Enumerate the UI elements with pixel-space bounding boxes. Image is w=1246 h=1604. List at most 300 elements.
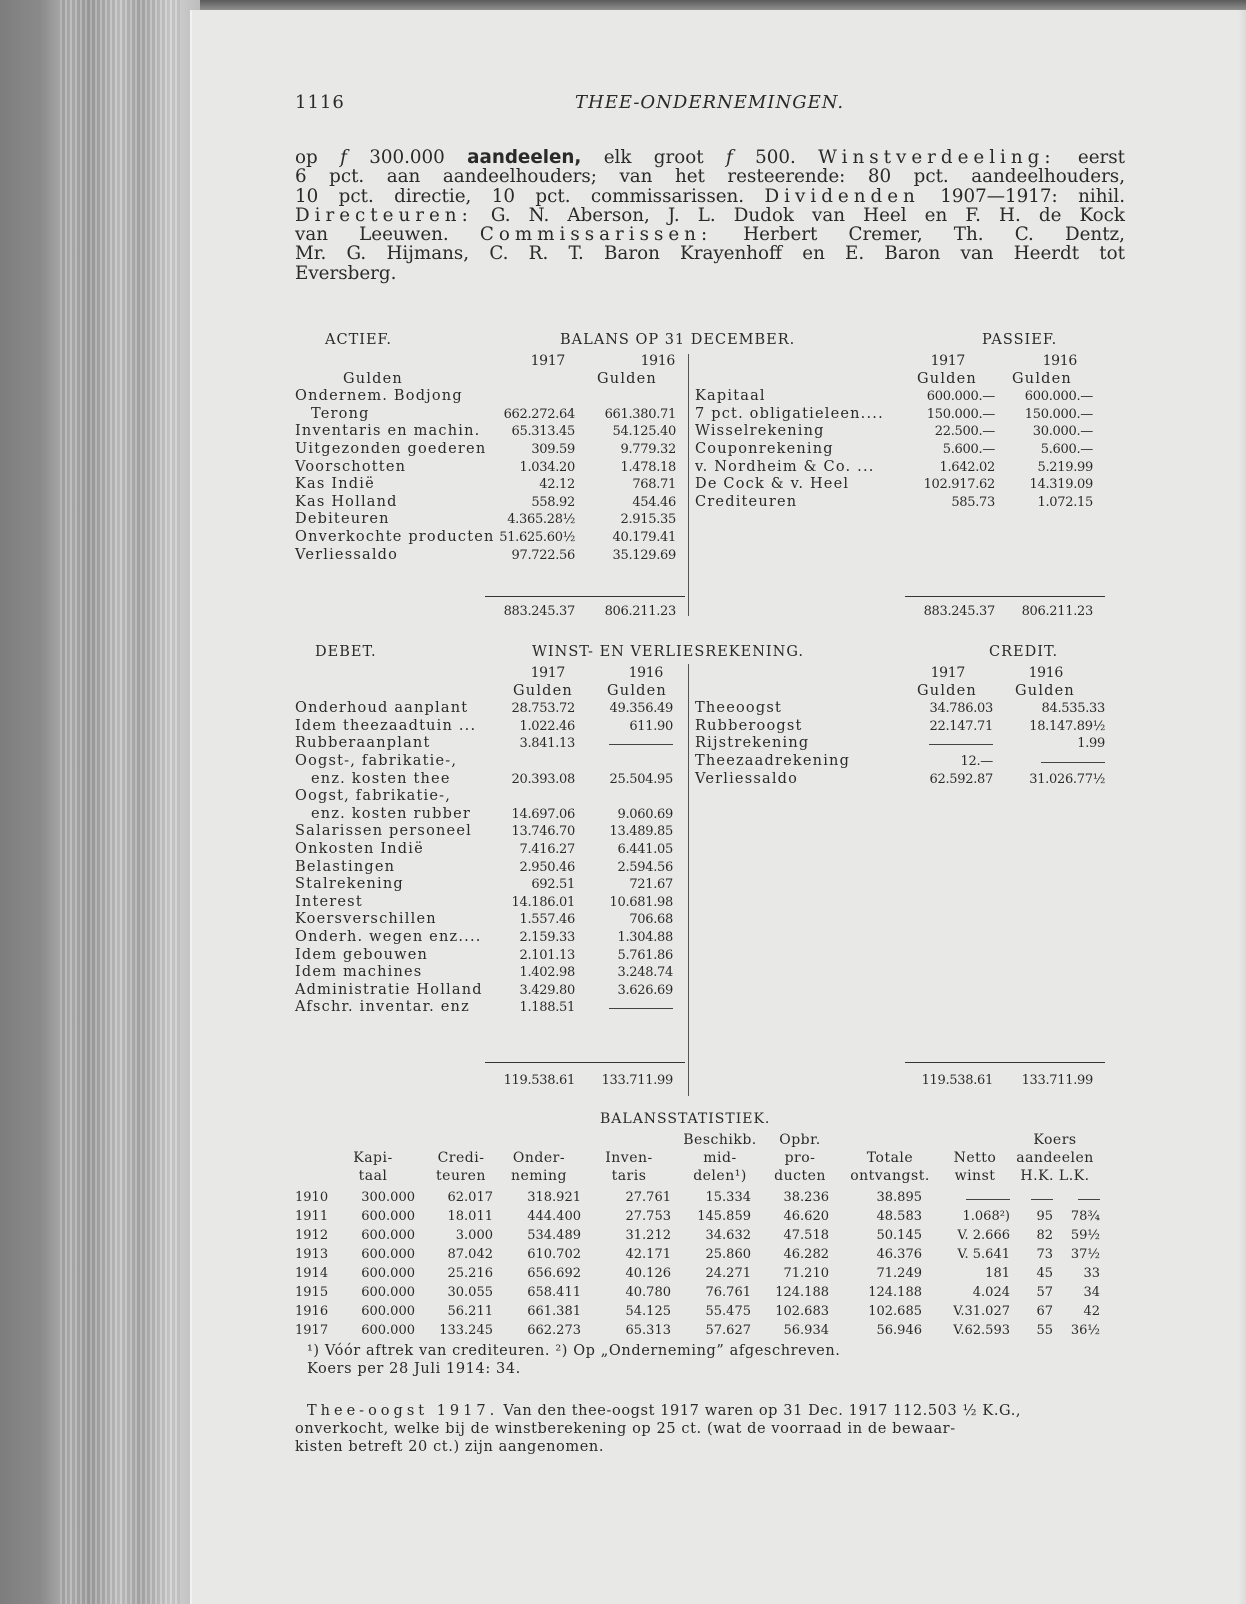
company-description	[295, 148, 1125, 283]
stats-column-header: Credi-	[437, 1150, 485, 1166]
value-v1916: 1.478.18	[620, 459, 676, 475]
book-page-edges	[0, 0, 200, 1604]
stats-cell-middelen: 34.632	[705, 1228, 751, 1243]
table-row	[695, 459, 1125, 477]
stats-cell-producten: 71.210	[783, 1266, 829, 1281]
credit-table: 1917 1916 Gulden Gulden Theeoogst 34.786.03 84.535.33 Rubberoogst 22.147.71 18.147.89½ Rijstrekening 1.99 Theezaadrekening 12.— Verliessaldo 62.592.87 31.026.77½	[695, 665, 1125, 788]
value-v1916: 31.026.77½	[1029, 771, 1105, 787]
row-label: Ondernem. Bodjong	[295, 388, 463, 405]
stats-cell-lk: 42	[1083, 1304, 1100, 1319]
table-row	[695, 476, 1125, 494]
value-v1916: 2.594.56	[617, 859, 673, 875]
stats-cell-producten: 102.683	[775, 1304, 829, 1319]
stats-column-header: Beschikb.	[683, 1132, 757, 1148]
theeoogst-line-1: Thee-oogst 1917. Van den thee-oogst 1917 waren op 31 Dec. 1917 112.503 ½ K.G.,	[307, 1403, 1022, 1419]
stats-cell-kapitaal: 600.000	[361, 1285, 415, 1300]
value-v1916: 30.000.—	[1032, 424, 1093, 440]
value-v1917: 12.—	[960, 753, 993, 769]
stats-cell-lk: 36½	[1070, 1323, 1100, 1338]
row-label: Salarissen personeel	[295, 823, 472, 840]
stats-cell-producten: 56.934	[783, 1323, 829, 1338]
running-title: THEE-ONDERNEMINGEN.	[575, 92, 845, 113]
stats-cell-kapitaal: 600.000	[361, 1247, 415, 1262]
value-v1917: 34.786.03	[929, 701, 993, 717]
stats-cell-kapitaal: 600.000	[361, 1304, 415, 1319]
value-v1917: 42.12	[539, 477, 575, 493]
stats-cell-producten: 124.188	[775, 1285, 829, 1300]
table-row	[295, 806, 685, 824]
value-v1917: 309.59	[531, 441, 575, 457]
table-row	[695, 406, 1125, 424]
value-v1916: 454.46	[632, 494, 676, 510]
intro-line-1: op f 300.000 aandeelen, elk groot f 500. Winstverdeeling: eerst	[295, 147, 1126, 168]
value-v1916: 1.304.88	[617, 929, 673, 945]
balans-title: BALANS OP 31 DECEMBER.	[560, 332, 796, 348]
value-v1917: 20.393.08	[511, 771, 575, 787]
stats-cell-inventaris: 54.125	[625, 1304, 671, 1319]
page-number: 1116	[295, 92, 345, 113]
stats-cell-onderneming: 318.921	[527, 1190, 581, 1205]
stats-cell-year: 1913	[295, 1247, 329, 1262]
row-label: Verliessaldo	[295, 546, 399, 563]
row-label: 7 pct. obligatieleen....	[695, 405, 884, 422]
page-right-edge	[1238, 10, 1246, 1604]
table-row	[295, 459, 685, 477]
value-v1916: 611.90	[629, 718, 673, 734]
row-label: Voorschotten	[295, 458, 407, 475]
value-v1917: 692.51	[531, 877, 575, 893]
table-row	[295, 911, 685, 929]
balans-divider	[688, 354, 689, 616]
stats-column-header: aandeelen	[1016, 1150, 1094, 1166]
value-v1916: 706.68	[629, 912, 673, 928]
stats-cell-winst: V.62.593	[953, 1323, 1010, 1338]
stats-cell-onderneming: 610.702	[527, 1247, 581, 1262]
row-label: Onverkochte producten	[295, 528, 495, 545]
stats-cell-crediteuren: 3.000	[455, 1228, 493, 1243]
value-v1917: 2.159.33	[519, 929, 575, 945]
value-v1916: 2.915.35	[620, 512, 676, 528]
table-row	[295, 700, 685, 718]
row-label: Idem theezaadtuin ...	[295, 717, 477, 734]
stats-column-header: delen¹)	[693, 1168, 747, 1184]
stats-cell-inventaris: 31.212	[625, 1228, 671, 1243]
row-label: Rubberaanplant	[295, 735, 431, 752]
value-v1916: 9.060.69	[617, 806, 673, 822]
row-label: Kapitaal	[695, 388, 766, 405]
value-v1917: 28.753.72	[511, 701, 575, 717]
value-v1916: 14.319.09	[1029, 477, 1093, 493]
table-row	[295, 947, 685, 965]
stats-koers-note: Koers per 28 Juli 1914: 34.	[307, 1361, 521, 1377]
stats-cell-producten: 47.518	[783, 1228, 829, 1243]
actief-total: 883.245.37 806.211.23	[503, 604, 676, 619]
row-label: Onkosten Indië	[295, 840, 424, 857]
stats-column-header: teuren	[436, 1168, 486, 1184]
table-row	[695, 388, 1125, 406]
value-v1917: 7.416.27	[519, 841, 575, 857]
stats-column-header: Kapi-	[353, 1150, 393, 1166]
value-v1916: 5.600.—	[1040, 441, 1093, 457]
row-label: Onderh. wegen enz....	[295, 928, 482, 945]
value-v1917: 14.697.06	[511, 806, 575, 822]
stats-cell-lk: 59½	[1070, 1228, 1100, 1243]
value-v1917: 5.600.—	[942, 441, 995, 457]
stats-cell-kapitaal: 300.000	[361, 1190, 415, 1205]
stats-column-header: taris	[611, 1168, 647, 1184]
table-row	[295, 547, 685, 565]
debet-header: DEBET.	[315, 644, 377, 660]
table-row	[295, 441, 685, 459]
row-label: Stalrekening	[295, 876, 404, 893]
stats-column-header: Opbr.	[779, 1132, 821, 1148]
row-label: Belastingen	[295, 858, 396, 875]
table-row	[295, 735, 685, 753]
row-label: Terong	[311, 405, 370, 422]
row-label: Koersverschillen	[295, 911, 437, 928]
table-row	[695, 735, 1125, 753]
stats-cell-kapitaal: 600.000	[361, 1209, 415, 1224]
row-label: Couponrekening	[695, 440, 834, 457]
stats-cell-inventaris: 65.313	[625, 1323, 671, 1338]
value-v1916: 661.380.71	[604, 406, 676, 422]
credit-total-rule	[905, 1062, 1105, 1063]
table-row	[295, 718, 685, 736]
theeoogst-line-3: kisten betreft 20 ct.) zijn aangenomen.	[295, 1439, 605, 1455]
value-v1917: 558.92	[531, 494, 575, 510]
stats-cell-ontvangst: 102.685	[868, 1304, 922, 1319]
stats-cell-crediteuren: 62.017	[447, 1190, 493, 1205]
stats-cell-producten: 38.236	[783, 1190, 829, 1205]
stats-column-header: neming	[510, 1168, 568, 1184]
value-v1916: 49.356.49	[609, 701, 673, 717]
stats-cell-onderneming: 661.381	[527, 1304, 581, 1319]
stats-column-header: taal	[358, 1168, 388, 1184]
stats-cell-lk: 34	[1083, 1285, 1100, 1300]
table-row	[295, 788, 685, 806]
value-v1916: 40.179.41	[612, 529, 676, 545]
intro-line-2: 6 pct. aan aandeelhouders; van het resteerende: 80 pct. aandeelhouders,	[295, 166, 1125, 188]
stats-row	[295, 1228, 1125, 1245]
stats-column-header: winst	[954, 1168, 996, 1184]
value-v1917: 4.365.28½	[507, 512, 575, 528]
stats-cell-crediteuren: 30.055	[447, 1285, 493, 1300]
actief-total-rule	[485, 596, 685, 597]
table-row	[295, 876, 685, 894]
stats-cell-winst: 181	[985, 1266, 1010, 1281]
table-row	[295, 406, 685, 424]
table-row	[295, 964, 685, 982]
value-v1917: 14.186.01	[511, 894, 575, 910]
value-v1917: 1.188.51	[519, 1000, 575, 1016]
row-label: Rubberoogst	[695, 717, 803, 734]
stats-column-header: Inven-	[605, 1150, 653, 1166]
value-v1916: 1.072.15	[1037, 494, 1093, 510]
passief-total-rule	[905, 596, 1105, 597]
value-v1916: 54.125.40	[612, 424, 676, 440]
row-label: enz. kosten rubber	[311, 805, 472, 822]
intro-line-7: Eversberg.	[295, 262, 397, 284]
actief-table: 1917 1916 Gulden Gulden Ondernem. Bodjong Terong 662.272.64 661.380.71 Inventaris en machin. 65.313.45 54.125.40 Uitgezonden goederen 309.59 9.779.32 Voorschotten 1.034.20 1.478.18 Kas Indië 42.12 768.71 Kas Holland 558.92 454.46 Debiteuren 4.365.28½ 2.915.35 Onverkochte producten 51.625.60½ 40.179.41 Verliessaldo 97.722.56 35.129.69	[295, 353, 685, 564]
stats-cell-ontvangst: 71.249	[876, 1266, 922, 1281]
stats-cell-onderneming: 656.692	[527, 1266, 581, 1281]
stats-cell-crediteuren: 25.216	[447, 1266, 493, 1281]
stats-column-header: ontvangst.	[850, 1168, 930, 1184]
stats-cell-hk: 45	[1036, 1266, 1053, 1281]
row-label: Uitgezonden goederen	[295, 440, 487, 457]
row-label: enz. kosten thee	[311, 770, 451, 787]
stats-cell-lk: 33	[1083, 1266, 1100, 1281]
stats-cell-year: 1914	[295, 1266, 329, 1281]
stats-cell-middelen: 55.475	[705, 1304, 751, 1319]
stats-row	[295, 1247, 1125, 1264]
value-v1917: 3.841.13	[519, 736, 575, 752]
stats-cell-inventaris: 27.761	[625, 1190, 671, 1205]
empty-value-dash	[1041, 762, 1105, 763]
value-v1916: 35.129.69	[612, 547, 676, 563]
table-row	[295, 841, 685, 859]
stats-cell-middelen: 24.271	[705, 1266, 751, 1281]
table-row	[295, 929, 685, 947]
stats-cell-onderneming: 662.273	[527, 1323, 581, 1338]
stats-column-header: Onder-	[512, 1150, 566, 1166]
table-row	[295, 476, 685, 494]
stats-cell-hk: 55	[1036, 1323, 1053, 1338]
row-label: Kas Holland	[295, 493, 398, 510]
value-v1916: 18.147.89½	[1029, 718, 1105, 734]
stats-column-header: pro-	[784, 1150, 816, 1166]
value-v1916: 10.681.98	[609, 894, 673, 910]
value-v1917: 2.950.46	[519, 859, 575, 875]
table-row	[695, 771, 1125, 789]
passief-table: 1917 1916 Gulden Gulden Kapitaal 600.000.— 600.000.— 7 pct. obligatieleen.... 150.000.— 150.000.— Wisselrekening 22.500.— 30.000.— Couponrekening 5.600.— 5.600.— v. Nordheim & Co. ... 1.642.02 5.219.99 De Cock & v. Heel 102.917.62 14.319.09 Crediteuren 585.73 1.072.15	[695, 353, 1125, 511]
value-v1917: 1.642.02	[939, 459, 995, 475]
debet-total: 119.538.61 133.711.99	[503, 1073, 673, 1088]
empty-value-dash	[1078, 1199, 1100, 1200]
stats-cell-onderneming: 658.411	[527, 1285, 581, 1300]
table-row	[295, 423, 685, 441]
stats-cell-winst: 1.068²)	[962, 1209, 1010, 1224]
passief-header: PASSIEF.	[982, 332, 1058, 348]
theeoogst-line-2: onverkocht, welke bij de winstberekening op 25 ct. (wat de voorraad in de bewaar-	[295, 1421, 956, 1437]
value-v1916: 6.441.05	[617, 841, 673, 857]
stats-row	[295, 1304, 1125, 1321]
empty-value-dash	[609, 1008, 673, 1009]
stats-row	[295, 1190, 1125, 1207]
stats-column-header: ducten	[774, 1168, 826, 1184]
value-v1917: 150.000.—	[926, 406, 995, 422]
value-v1916: 768.71	[632, 477, 676, 493]
stats-cell-hk: 57	[1036, 1285, 1053, 1300]
value-v1917: 3.429.80	[519, 982, 575, 998]
table-row	[695, 753, 1125, 771]
stats-column-header: H.K. L.K.	[1020, 1168, 1090, 1184]
stats-cell-hk: 82	[1036, 1228, 1053, 1243]
stats-cell-year: 1917	[295, 1323, 329, 1338]
stats-title: BALANSSTATISTIEK.	[600, 1111, 771, 1127]
row-label: Theeoogst	[695, 700, 782, 717]
row-label: Rijstrekening	[695, 735, 810, 752]
stats-cell-hk: 73	[1036, 1247, 1053, 1262]
stats-cell-inventaris: 42.171	[625, 1247, 671, 1262]
stats-cell-onderneming: 444.400	[527, 1209, 581, 1224]
value-v1917: 1.022.46	[519, 718, 575, 734]
value-v1917: 1.034.20	[519, 459, 575, 475]
table-row	[695, 441, 1125, 459]
row-label: Idem machines	[295, 964, 423, 981]
row-label: Debiteuren	[295, 511, 390, 528]
stats-cell-winst: 4.024	[972, 1285, 1010, 1300]
value-v1917: 662.272.64	[503, 406, 575, 422]
row-label: Crediteuren	[695, 493, 798, 510]
value-v1917: 65.313.45	[511, 424, 575, 440]
stats-cell-middelen: 145.859	[697, 1209, 751, 1224]
stats-cell-ontvangst: 38.895	[876, 1190, 922, 1205]
row-label: Idem gebouwen	[295, 946, 429, 963]
value-v1917: 585.73	[951, 494, 995, 510]
stats-cell-winst: V. 2.666	[957, 1228, 1010, 1243]
stats-cell-crediteuren: 56.211	[447, 1304, 493, 1319]
row-label: v. Nordheim & Co. ...	[695, 458, 875, 475]
stats-cell-inventaris: 27.753	[625, 1209, 671, 1224]
row-label: Wisselrekening	[695, 423, 825, 440]
stats-cell-middelen: 25.860	[705, 1247, 751, 1262]
stats-cell-crediteuren: 133.245	[439, 1323, 493, 1338]
value-v1917: 22.500.—	[934, 424, 995, 440]
stats-cell-inventaris: 40.780	[625, 1285, 671, 1300]
row-label: Inventaris en machin.	[295, 423, 481, 440]
row-label: Verliessaldo	[695, 770, 799, 787]
stats-cell-middelen: 76.761	[705, 1285, 751, 1300]
stats-column-header: Netto	[953, 1150, 997, 1166]
stats-cell-kapitaal: 600.000	[361, 1266, 415, 1281]
value-v1917: 600.000.—	[926, 389, 995, 405]
empty-value-dash	[1031, 1199, 1053, 1200]
empty-value-dash	[929, 744, 993, 745]
passief-total: 883.245.37 806.211.23	[923, 604, 1093, 619]
row-label: Kas Indië	[295, 476, 375, 493]
stats-cell-ontvangst: 46.376	[876, 1247, 922, 1262]
value-v1916: 25.504.95	[609, 771, 673, 787]
value-v1917: 13.746.70	[511, 824, 575, 840]
row-label: De Cock & v. Heel	[695, 476, 850, 493]
table-row	[295, 388, 685, 406]
stats-cell-winst: V.31.027	[953, 1304, 1010, 1319]
stats-cell-winst: V. 5.641	[957, 1247, 1010, 1262]
table-row	[695, 423, 1125, 441]
stats-cell-lk: 37½	[1070, 1247, 1100, 1262]
table-row	[295, 529, 685, 547]
table-row	[295, 771, 685, 789]
credit-header: CREDIT.	[989, 644, 1059, 660]
stats-cell-year: 1910	[295, 1190, 329, 1205]
stats-cell-middelen: 57.627	[705, 1323, 751, 1338]
value-v1916: 721.67	[629, 877, 673, 893]
row-label: Interest	[295, 893, 363, 910]
stats-cell-kapitaal: 600.000	[361, 1228, 415, 1243]
value-v1916: 5.219.99	[1037, 459, 1093, 475]
stats-row	[295, 1285, 1125, 1302]
value-v1916: 1.99	[1077, 736, 1105, 752]
value-v1916: 84.535.33	[1041, 701, 1105, 717]
stats-cell-ontvangst: 56.946	[876, 1323, 922, 1338]
debet-table: 1917 1916 Gulden Gulden Onderhoud aanplant 28.753.72 49.356.49 Idem theezaadtuin ... 1.022.46 611.90 Rubberaanplant 3.841.13 Oogst-, fabrikatie-, enz. kosten thee 20.393.08 25.504.95 Oogst, fabrikatie-, enz. kosten rubber 14.697.06 9.060.69 Salarissen personeel 13.746.70 13.489.85 Onkosten Indië 7.416.27 6.441.05 Belastingen 2.950.46 2.594.56 Stalrekening 692.51 721.67 Interest 14.186.01 10.681.98 Koersverschillen 1.557.46 706.68 Onderh. wegen enz.... 2.159.33 1.304.88 Idem gebouwen 2.101.13 5.761.86 Idem machines 1.402.98 3.248.74 Administratie Holland 3.429.80 3.626.69 Afschr. inventar. enz 1.188.51	[295, 665, 685, 1017]
stats-cell-onderneming: 534.489	[527, 1228, 581, 1243]
value-v1917: 22.147.71	[929, 718, 993, 734]
intro-line-6: Mr. G. Hijmans, C. R. T. Baron Krayenhoff en E. Baron van Heerdt tot	[295, 243, 1125, 265]
row-label: Theezaadrekening	[695, 752, 851, 769]
shares-term: aandeelen,	[467, 147, 582, 168]
stats-cell-middelen: 15.334	[705, 1190, 751, 1205]
table-row	[295, 999, 685, 1017]
winst-divider	[688, 664, 689, 1096]
row-label: Oogst, fabrikatie-,	[295, 788, 452, 805]
table-row	[295, 894, 685, 912]
row-label: Administratie Holland	[295, 981, 483, 998]
stats-cell-crediteuren: 18.011	[447, 1209, 493, 1224]
intro-line-3: 10 pct. directie, 10 pct. commissarissen. Dividenden 1907—1917: nihil.	[295, 185, 1125, 207]
value-v1917: 51.625.60½	[499, 529, 575, 545]
debet-total-rule	[485, 1062, 685, 1063]
stats-cell-year: 1912	[295, 1228, 329, 1243]
winst-title: WINST- EN VERLIESREKENING.	[532, 644, 804, 660]
table-row	[695, 494, 1125, 512]
value-v1916: 3.248.74	[617, 965, 673, 981]
value-v1917: 2.101.13	[519, 947, 575, 963]
table-row	[695, 718, 1125, 736]
stats-cell-year: 1916	[295, 1304, 329, 1319]
value-v1916: 150.000.—	[1024, 406, 1093, 422]
value-v1916: 600.000.—	[1024, 389, 1093, 405]
row-label: Afschr. inventar. enz	[295, 999, 470, 1016]
table-row	[695, 700, 1125, 718]
stats-column-header: Totale	[866, 1150, 914, 1166]
empty-value-dash	[966, 1199, 1010, 1200]
stats-table	[295, 1132, 1125, 1342]
stats-cell-producten: 46.282	[783, 1247, 829, 1262]
table-row	[295, 511, 685, 529]
stats-cell-crediteuren: 87.042	[447, 1247, 493, 1262]
stats-cell-hk: 67	[1036, 1304, 1053, 1319]
value-v1917: 1.557.46	[519, 912, 575, 928]
stats-cell-ontvangst: 48.583	[876, 1209, 922, 1224]
table-row	[295, 753, 685, 771]
value-v1916: 9.779.32	[620, 441, 676, 457]
row-label: Onderhoud aanplant	[295, 700, 469, 717]
stats-cell-lk: 78¾	[1070, 1209, 1100, 1224]
value-v1917: 97.722.56	[511, 547, 575, 563]
table-row	[295, 859, 685, 877]
stats-cell-inventaris: 40.126	[625, 1266, 671, 1281]
value-v1917: 1.402.98	[519, 965, 575, 981]
table-row	[295, 823, 685, 841]
stats-column-header: Koers	[1033, 1132, 1077, 1148]
stats-cell-year: 1915	[295, 1285, 329, 1300]
credit-total: 119.538.61 133.711.99	[921, 1073, 1093, 1088]
stats-row	[295, 1209, 1125, 1226]
stats-cell-kapitaal: 600.000	[361, 1323, 415, 1338]
table-row	[295, 982, 685, 1000]
value-v1917: 102.917.62	[923, 477, 995, 493]
book-page	[190, 10, 1246, 1604]
stats-cell-producten: 46.620	[783, 1209, 829, 1224]
table-row	[295, 494, 685, 512]
stats-row	[295, 1266, 1125, 1283]
value-v1916: 13.489.85	[609, 824, 673, 840]
value-v1917: 62.592.87	[929, 771, 993, 787]
stats-cell-ontvangst: 50.145	[876, 1228, 922, 1243]
stats-cell-year: 1911	[295, 1209, 329, 1224]
